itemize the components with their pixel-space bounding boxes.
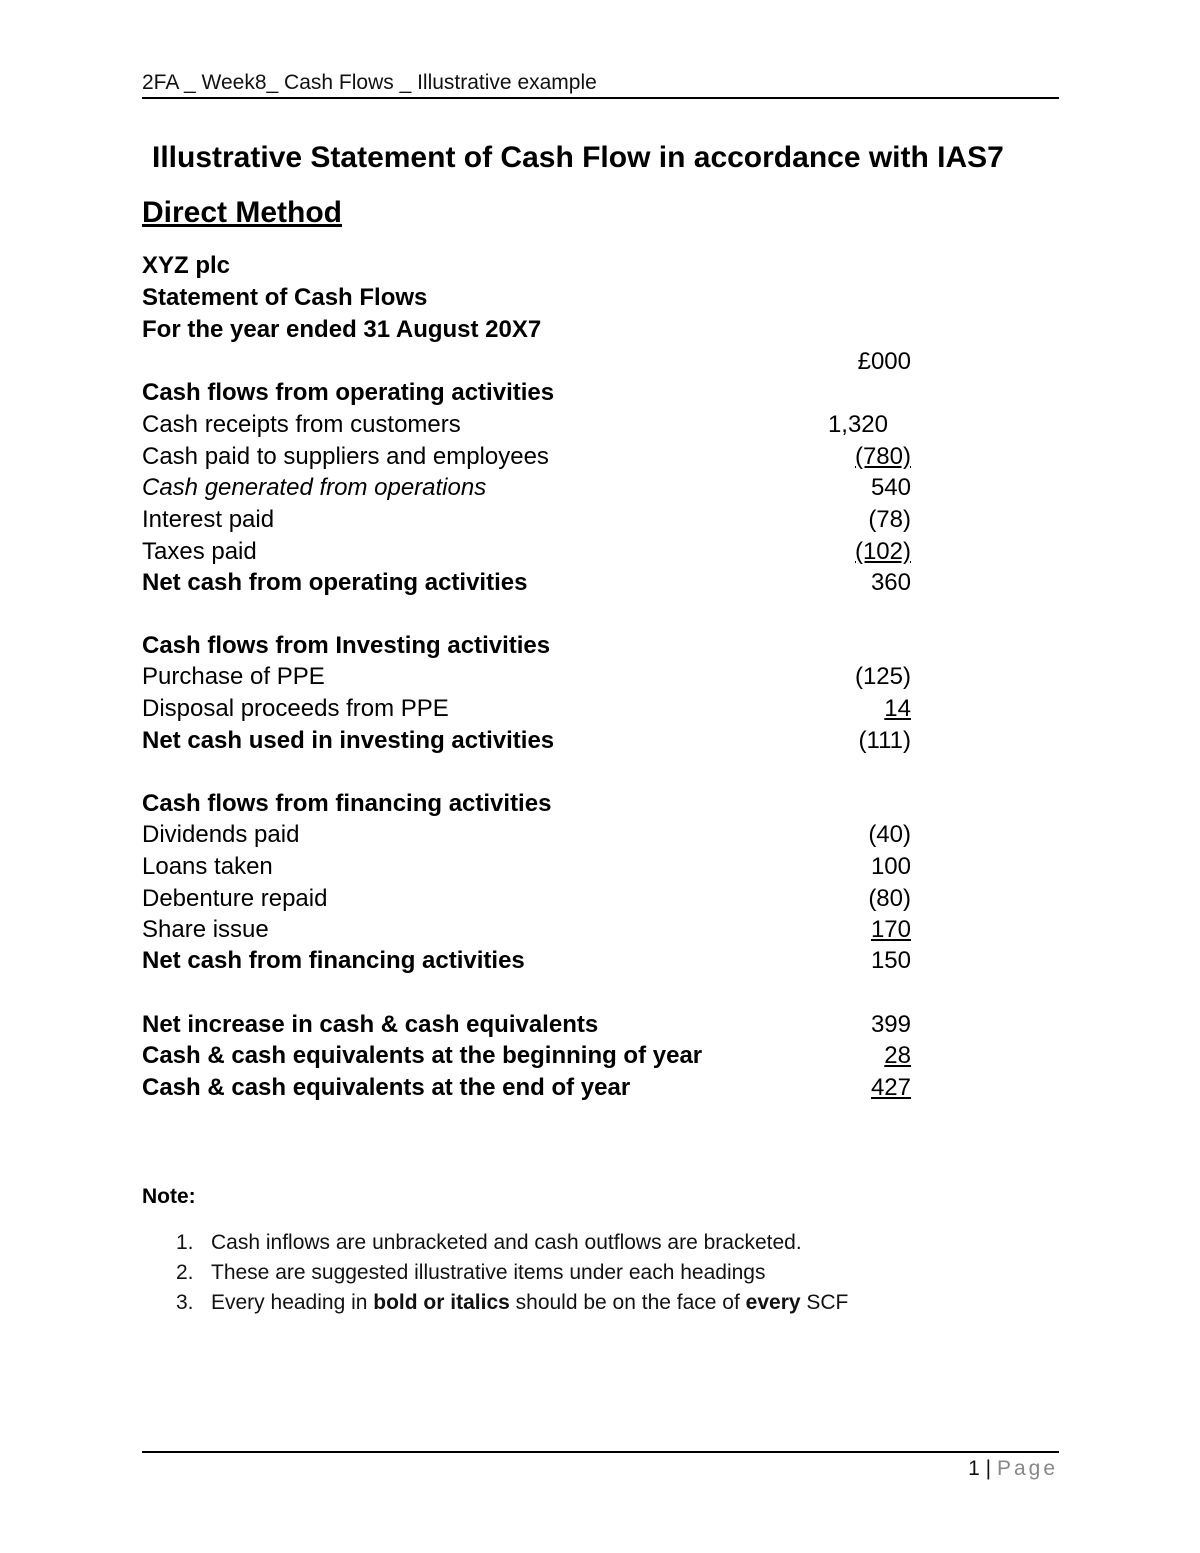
note-item bbox=[176, 1231, 802, 1255]
net-increase-label: Net increase in cash & cash equivalents bbox=[142, 1011, 599, 1038]
row-label: Taxes paid bbox=[142, 538, 257, 565]
total-amount: 360 bbox=[870, 569, 911, 596]
section-heading-investing: Cash flows from Investing activities bbox=[142, 632, 551, 659]
row-label: Cash paid to suppliers and employees bbox=[142, 443, 549, 470]
net-increase-amount: 399 bbox=[870, 1011, 911, 1038]
currency-unit: £000 bbox=[857, 348, 911, 375]
row-label: Cash receipts from customers bbox=[142, 411, 461, 438]
row-label: Share issue bbox=[142, 916, 269, 943]
page-number: 1 bbox=[968, 1457, 980, 1480]
closing-cash-label: Cash & cash equivalents at the end of year bbox=[142, 1074, 631, 1101]
closing-cash-amount: 427 bbox=[870, 1074, 911, 1101]
total-label: Net cash from operating activities bbox=[142, 569, 528, 596]
note-item-emphasis: every bbox=[745, 1291, 801, 1314]
statement-name: Statement of Cash Flows bbox=[142, 284, 428, 311]
note-item bbox=[176, 1291, 848, 1315]
row-amount: 1,320 bbox=[827, 411, 888, 438]
note-item-text: These are suggested illustrative items under each headings bbox=[211, 1261, 766, 1284]
page-footer bbox=[968, 1457, 1058, 1481]
note-item-number: 2. bbox=[176, 1261, 194, 1284]
row-label: Interest paid bbox=[142, 506, 275, 533]
subtotal-amount: 540 bbox=[870, 474, 911, 501]
row-label: Loans taken bbox=[142, 853, 273, 880]
opening-cash-label: Cash & cash equivalents at the beginning of year bbox=[142, 1042, 703, 1069]
note-item-text: Every heading in bbox=[211, 1291, 374, 1314]
page-separator: | bbox=[985, 1457, 992, 1480]
row-amount: 14 bbox=[884, 695, 911, 722]
row-label: Dividends paid bbox=[142, 821, 300, 848]
note-title: Note: bbox=[142, 1185, 196, 1208]
total-label: Net cash from financing activities bbox=[142, 947, 525, 974]
row-label: Purchase of PPE bbox=[142, 663, 325, 690]
note-item-number: 3. bbox=[176, 1291, 194, 1314]
company-name: XYZ plc bbox=[142, 252, 231, 279]
document-header: 2FA _ Week8_ Cash Flows _ Illustrative example bbox=[142, 71, 597, 94]
row-amount: (125) bbox=[854, 663, 911, 690]
row-amount: (102) bbox=[854, 538, 911, 565]
row-amount: (40) bbox=[868, 821, 911, 848]
total-amount: 150 bbox=[870, 947, 911, 974]
note-item-text: Cash inflows are unbracketed and cash outflows are bracketed. bbox=[211, 1231, 802, 1254]
row-label: Debenture repaid bbox=[142, 885, 328, 912]
opening-cash-amount: 28 bbox=[884, 1042, 911, 1069]
section-heading-financing: Cash flows from financing activities bbox=[142, 790, 552, 817]
document-title: Illustrative Statement of Cash Flow in accordance with IAS7 bbox=[152, 141, 1004, 174]
page-word: Page bbox=[996, 1457, 1058, 1480]
total-amount: (111) bbox=[858, 727, 911, 754]
statement-period: For the year ended 31 August 20X7 bbox=[142, 316, 542, 343]
row-amount: 170 bbox=[870, 916, 911, 943]
note-item bbox=[176, 1261, 766, 1285]
row-amount: (80) bbox=[868, 885, 911, 912]
note-item-number: 1. bbox=[176, 1231, 194, 1254]
section-heading-operating: Cash flows from operating activities bbox=[142, 379, 555, 406]
note-item-text: should be on the face of bbox=[509, 1291, 746, 1314]
row-label: Disposal proceeds from PPE bbox=[142, 695, 449, 722]
total-label: Net cash used in investing activities bbox=[142, 727, 555, 754]
header-rule bbox=[142, 97, 1059, 99]
subtotal-label: Cash generated from operations bbox=[142, 474, 487, 501]
note-item-text: SCF bbox=[800, 1291, 849, 1314]
row-amount: (780) bbox=[854, 443, 911, 470]
row-amount: (78) bbox=[868, 506, 911, 533]
footer-rule bbox=[142, 1451, 1059, 1453]
note-item-emphasis: bold or italics bbox=[373, 1291, 510, 1314]
row-amount: 100 bbox=[870, 853, 911, 880]
method-heading: Direct Method bbox=[142, 196, 343, 229]
